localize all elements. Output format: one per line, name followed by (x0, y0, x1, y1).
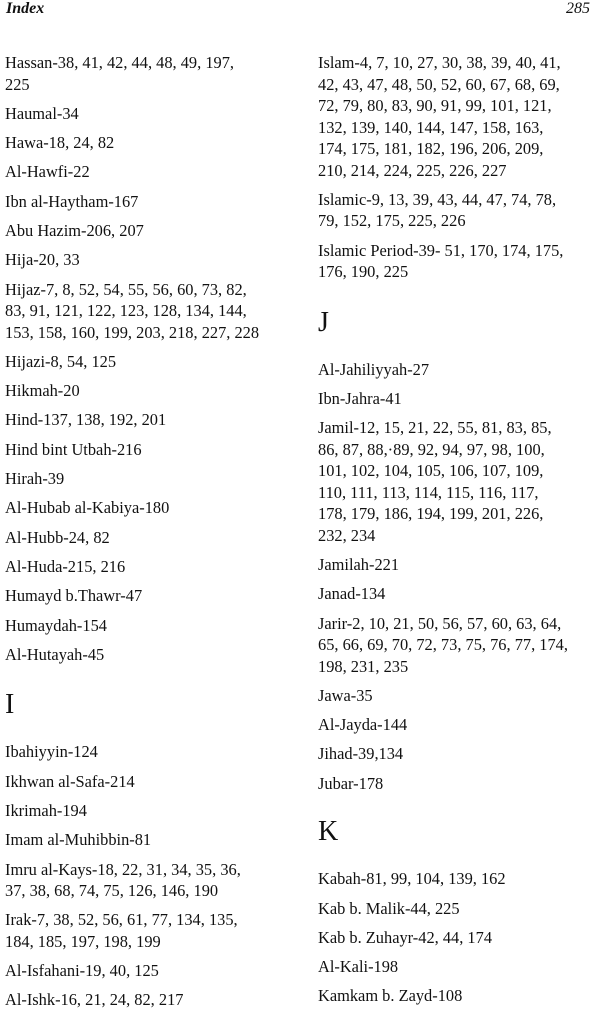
index-entry-line: 178, 179, 186, 194, 199, 201, 226, (318, 504, 544, 524)
index-entry-line: Kamkam b. Zayd-108 (318, 986, 463, 1006)
index-entry-line: 79, 152, 175, 225, 226 (318, 211, 466, 231)
index-entry (5, 409, 290, 431)
index-entry-line: 153, 158, 160, 199, 203, 218, 227, 228 (5, 322, 260, 342)
index-entry-line: 110, 111, 113, 114, 115, 116, 117, (318, 482, 539, 502)
index-entry-line: Kab b. Zuhayr-42, 44, 174 (318, 927, 493, 947)
index-entry-line: Al-Hutayah-45 (5, 644, 105, 664)
index-entry-line: Islamic-9, 13, 39, 43, 44, 47, 74, 78, (318, 189, 557, 209)
section-letter-j: J (318, 306, 329, 338)
index-entry-line: Hijazi-8, 54, 125 (5, 351, 117, 371)
running-header (0, 0, 600, 28)
index-entry-line: 174, 175, 181, 182, 196, 206, 209, (318, 139, 544, 158)
index-entry (5, 249, 290, 271)
index-entry (5, 161, 290, 183)
index-entry-line: Hassan-38, 41, 42, 44, 48, 49, 197, (5, 53, 234, 72)
index-entry (318, 956, 598, 978)
index-entry-line: Al-Hawfi-22 (5, 162, 90, 182)
index-entry-line: Abu Hazim-206, 207 (5, 220, 144, 240)
index-entry-line: Ibahiyyin-124 (5, 742, 98, 762)
index-group-i-continued (318, 52, 598, 283)
running-title: Index (6, 0, 45, 17)
index-entry (318, 52, 598, 181)
index-entry (318, 359, 598, 381)
index-entry (5, 468, 290, 490)
index-column-left (5, 52, 290, 1019)
index-entry-line: Al-Isfahani-19, 40, 125 (5, 961, 159, 981)
index-entry-line: Hirah-39 (5, 469, 65, 489)
index-entry (5, 585, 290, 607)
index-entry (5, 615, 290, 637)
index-entry-line: Hind bint Utbah-216 (5, 439, 142, 459)
index-entry-line: Ibn al-Haytham-167 (5, 191, 139, 211)
index-entry (5, 220, 290, 242)
index-entry-line: 37, 38, 68, 74, 75, 126, 146, 190 (5, 881, 219, 901)
index-entry (5, 960, 290, 982)
index-entry-line: 132, 139, 140, 144, 147, 158, 163, (318, 117, 544, 137)
index-entry-line: Haumal-34 (5, 103, 79, 123)
index-group-j (318, 359, 598, 795)
index-entry-line: Hikmah-20 (5, 381, 80, 401)
index-entry (5, 989, 290, 1011)
index-entry (5, 380, 290, 402)
index-entry-line: Jubar-178 (318, 773, 384, 793)
index-entry-line: Al-Huda-215, 216 (5, 556, 126, 576)
index-entry (5, 829, 290, 851)
index-entry (318, 583, 598, 605)
index-entry (5, 103, 290, 125)
index-entry-line: 86, 87, 88,·89, 92, 94, 97, 98, 100, (318, 439, 545, 459)
index-entry-line: 198, 231, 235 (318, 656, 409, 676)
index-entry (5, 859, 290, 902)
index-entry (318, 417, 598, 546)
index-entry-line: Irak-7, 38, 52, 56, 61, 77, 134, 135, (5, 910, 238, 930)
index-entry (5, 741, 290, 763)
index-group-i (5, 741, 290, 1011)
index-entry (5, 800, 290, 822)
index-entry-line: 72, 79, 80, 83, 90, 91, 99, 101, 121, (318, 96, 552, 115)
index-entry (5, 439, 290, 461)
index-entry (318, 714, 598, 736)
index-entry (5, 191, 290, 213)
index-entry-line: 176, 190, 225 (318, 262, 409, 282)
page-number: 285 (566, 0, 590, 17)
index-entry-line: Jarir-2, 10, 21, 50, 56, 57, 60, 63, 64, (318, 613, 562, 633)
index-entry (5, 132, 290, 154)
index-entry-line: Islam-4, 7, 10, 27, 30, 38, 39, 40, 41, (318, 53, 561, 72)
index-entry (5, 52, 290, 95)
index-entry-line: Hind-137, 138, 192, 201 (5, 410, 167, 430)
index-entry-line: Hija-20, 33 (5, 250, 80, 270)
index-entry-line: Jawa-35 (318, 685, 373, 705)
index-group-k (318, 868, 598, 1007)
index-entry (318, 240, 598, 283)
index-entry-line: 83, 91, 121, 122, 123, 128, 134, 144, (5, 301, 247, 321)
index-entry (318, 554, 598, 576)
index-entry (5, 279, 290, 344)
index-entry-line: Humayd b.Thawr-47 (5, 586, 143, 606)
index-group-h (5, 52, 290, 665)
index-entry (318, 685, 598, 707)
index-entry-line: Al-Hubab al-Kabiya-180 (5, 498, 170, 518)
index-entry-line: Islamic Period-39- 51, 170, 174, 175, (318, 240, 564, 260)
index-entry-line: 65, 66, 69, 70, 72, 73, 75, 76, 77, 174, (318, 635, 568, 655)
section-letter-i: I (5, 689, 15, 721)
index-entry (318, 743, 598, 765)
index-entry-line: Imam al-Muhibbin-81 (5, 830, 152, 850)
index-entry-line: Jamilah-221 (318, 554, 400, 574)
index-entry-line: 232, 234 (318, 525, 376, 545)
index-entry-line: Hawa-18, 24, 82 (5, 133, 115, 153)
index-entry-line: 225 (5, 74, 30, 94)
index-entry-line: 184, 185, 197, 198, 199 (5, 931, 161, 951)
index-column-right (318, 52, 598, 1015)
index-entry (318, 613, 598, 678)
index-entry-line: Al-Jayda-144 (318, 715, 408, 735)
index-entry (318, 868, 598, 890)
index-entry (5, 771, 290, 793)
index-entry (5, 644, 290, 666)
index-entry (318, 898, 598, 920)
index-entry-line: 42, 43, 47, 48, 50, 52, 60, 67, 68, 69, (318, 74, 560, 94)
index-entry (5, 556, 290, 578)
index-entry-line: Imru al-Kays-18, 22, 31, 34, 35, 36, (5, 859, 241, 879)
index-entry-line: Jamil-12, 15, 21, 22, 55, 81, 83, 85, (318, 418, 552, 438)
index-entry (318, 189, 598, 232)
index-entry (5, 351, 290, 373)
index-entry (5, 527, 290, 549)
index-entry (318, 927, 598, 949)
index-entry (5, 909, 290, 952)
index-entry-line: Humaydah-154 (5, 615, 107, 635)
section-letter-k: K (318, 816, 339, 848)
index-entry-line: Ibn-Jahra-41 (318, 388, 402, 408)
index-entry-line: 101, 102, 104, 105, 106, 107, 109, (318, 461, 544, 481)
index-entry-line: Janad-134 (318, 584, 386, 604)
index-entry-line: Al-Ishk-16, 21, 24, 82, 217 (5, 990, 184, 1010)
index-entry-line: Al-Jahiliyyah-27 (318, 359, 430, 379)
index-entry-line: Hijaz-7, 8, 52, 54, 55, 56, 60, 73, 82, (5, 279, 247, 299)
index-entry (318, 388, 598, 410)
index-entry (5, 497, 290, 519)
index-entry-line: Al-Kali-198 (318, 957, 399, 977)
index-entry-line: Ikhwan al-Safa-214 (5, 771, 135, 791)
index-entry-line: 210, 214, 224, 225, 226, 227 (318, 160, 507, 180)
index-entry-line: Al-Hubb-24, 82 (5, 527, 110, 547)
index-entry-line: Jihad-39,134 (318, 744, 404, 764)
index-entry-line: Kab b. Malik-44, 225 (318, 898, 460, 918)
index-entry-line: Ikrimah-194 (5, 800, 87, 820)
index-entry (318, 773, 598, 795)
index-entry (318, 985, 598, 1007)
index-entry-line: Kabah-81, 99, 104, 139, 162 (318, 869, 506, 889)
